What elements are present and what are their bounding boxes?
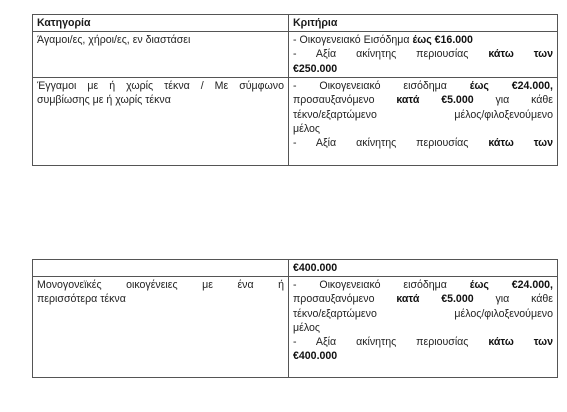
category-text-line: Μονογονεϊκές οικογένειες με ένα ή xyxy=(37,279,284,292)
criteria-table-bottom xyxy=(32,259,558,378)
member-line: τέκνο/εξαρτώμενο μέλος/φιλοξενούμενο xyxy=(293,108,553,121)
property-criterion xyxy=(293,335,553,349)
property-value-line xyxy=(293,349,553,363)
header-category: Κατηγορία xyxy=(37,17,91,29)
property-limit-value: €250.000 xyxy=(293,62,338,75)
criteria-cell xyxy=(289,32,558,78)
category-text-line: περισσότερα τέκνα xyxy=(37,293,126,306)
category-text-line: Έγγαμοι με ή χωρίς τέκνα / Με σύμφωνο xyxy=(37,80,284,93)
income-limit: έως €24.000, xyxy=(469,279,553,292)
member-line: τέκνο/εξαρτώμενο μέλος/φιλοξενούμενο xyxy=(293,307,553,320)
income-criterion xyxy=(293,33,553,47)
increase-amount: κατά €5.000 xyxy=(396,293,474,306)
category-text-line: συμβίωσης με ή χωρίς τέκνα xyxy=(37,94,171,107)
table-header-row xyxy=(33,15,558,32)
category-cell xyxy=(33,78,289,166)
continuation-cell xyxy=(289,260,558,277)
property-label: - Αξία ακίνητης περιουσίας xyxy=(293,137,489,150)
property-value-line xyxy=(293,62,553,76)
property-limit-value: €400.000 xyxy=(293,350,338,363)
header-category-cell xyxy=(33,15,289,32)
income-limit: έως €24.000, xyxy=(469,80,553,93)
category-text: Άγαμοι/ες, χήροι/ες, εν διαστάσει xyxy=(37,34,191,47)
increase-amount: κατά €5.000 xyxy=(396,94,474,107)
property-label: - Αξία ακίνητης περιουσίας xyxy=(293,336,489,349)
criteria-table-top xyxy=(32,14,558,166)
property-label: - Αξία ακίνητης περιουσίας xyxy=(293,48,489,61)
increase-label: προσαυξανόμενο xyxy=(293,293,397,306)
criteria-cell xyxy=(289,277,558,378)
property-limit-prefix: κάτω των xyxy=(488,137,554,150)
income-criterion xyxy=(293,79,553,93)
income-label: - Οικογενειακό Εισόδημα xyxy=(293,34,413,47)
increase-criterion xyxy=(293,93,553,107)
increase-label: προσαυξανόμενο xyxy=(293,94,397,107)
member-line: μέλος xyxy=(293,122,320,135)
property-criterion xyxy=(293,136,553,150)
category-cell xyxy=(33,277,289,378)
income-limit: έως €16.000 xyxy=(412,34,473,47)
member-line: μέλος xyxy=(293,321,320,334)
category-cell-empty xyxy=(33,260,289,277)
property-limit-value: €400.000 xyxy=(293,262,338,274)
increase-criterion xyxy=(293,292,553,306)
table-row xyxy=(33,277,558,378)
property-limit-prefix: κάτω των xyxy=(488,336,554,349)
increase-suffix: για κάθε xyxy=(473,94,553,107)
table-row xyxy=(33,32,558,78)
header-criteria: Κριτήρια xyxy=(293,17,338,29)
header-criteria-cell xyxy=(289,15,558,32)
criteria-cell xyxy=(289,78,558,166)
table-row xyxy=(33,78,558,166)
table-row xyxy=(33,260,558,277)
property-criterion xyxy=(293,47,553,61)
income-label: - Οικογενειακό εισόδημα xyxy=(293,80,470,93)
income-criterion xyxy=(293,278,553,292)
increase-suffix: για κάθε xyxy=(473,293,553,306)
income-label: - Οικογενειακό εισόδημα xyxy=(293,279,470,292)
property-limit-prefix: κάτω των xyxy=(488,48,554,61)
category-cell xyxy=(33,32,289,78)
